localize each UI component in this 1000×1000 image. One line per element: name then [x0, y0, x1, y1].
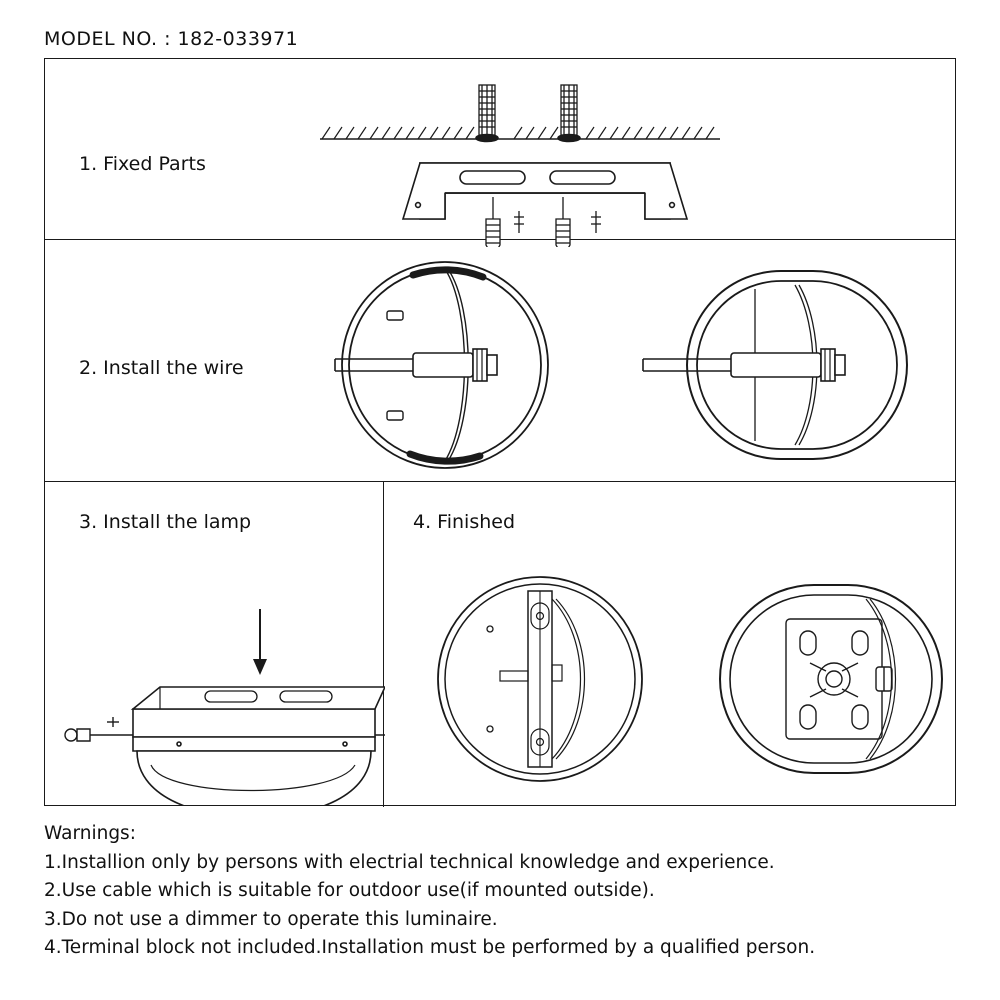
- warning-item-3: 3.Do not use a dimmer to operate this luminaire.: [44, 908, 498, 930]
- warning-item-4: 4.Terminal block not included.Installation must be performed by a qualified person.: [44, 937, 816, 958]
- step-3-illustration: [55, 559, 385, 805]
- step-4-label: 4. Finished: [413, 511, 516, 533]
- step-1-illustration: [260, 67, 760, 247]
- row-divider-1: [45, 239, 955, 240]
- model-number: MODEL NO. : 182-033971: [44, 28, 299, 50]
- step-4-illustration: [400, 559, 960, 805]
- step-2-label: 2. Install the wire: [79, 357, 244, 379]
- col-divider-1: [383, 481, 384, 807]
- warnings-heading: Warnings:: [44, 823, 136, 844]
- step-3-label: 3. Install the lamp: [79, 511, 252, 533]
- warning-item-1: 1.Installion only by persons with electrial technical knowledge and experience.: [44, 851, 775, 873]
- warnings-block: [44, 820, 964, 963]
- step-2-illustration: [295, 249, 935, 481]
- warning-item-2: 2.Use cable which is suitable for outdoor use(if mounted outside).: [44, 880, 655, 901]
- step-1-label: 1. Fixed Parts: [79, 153, 206, 175]
- row-divider-2: [45, 481, 955, 482]
- diagram-frame: [44, 58, 956, 806]
